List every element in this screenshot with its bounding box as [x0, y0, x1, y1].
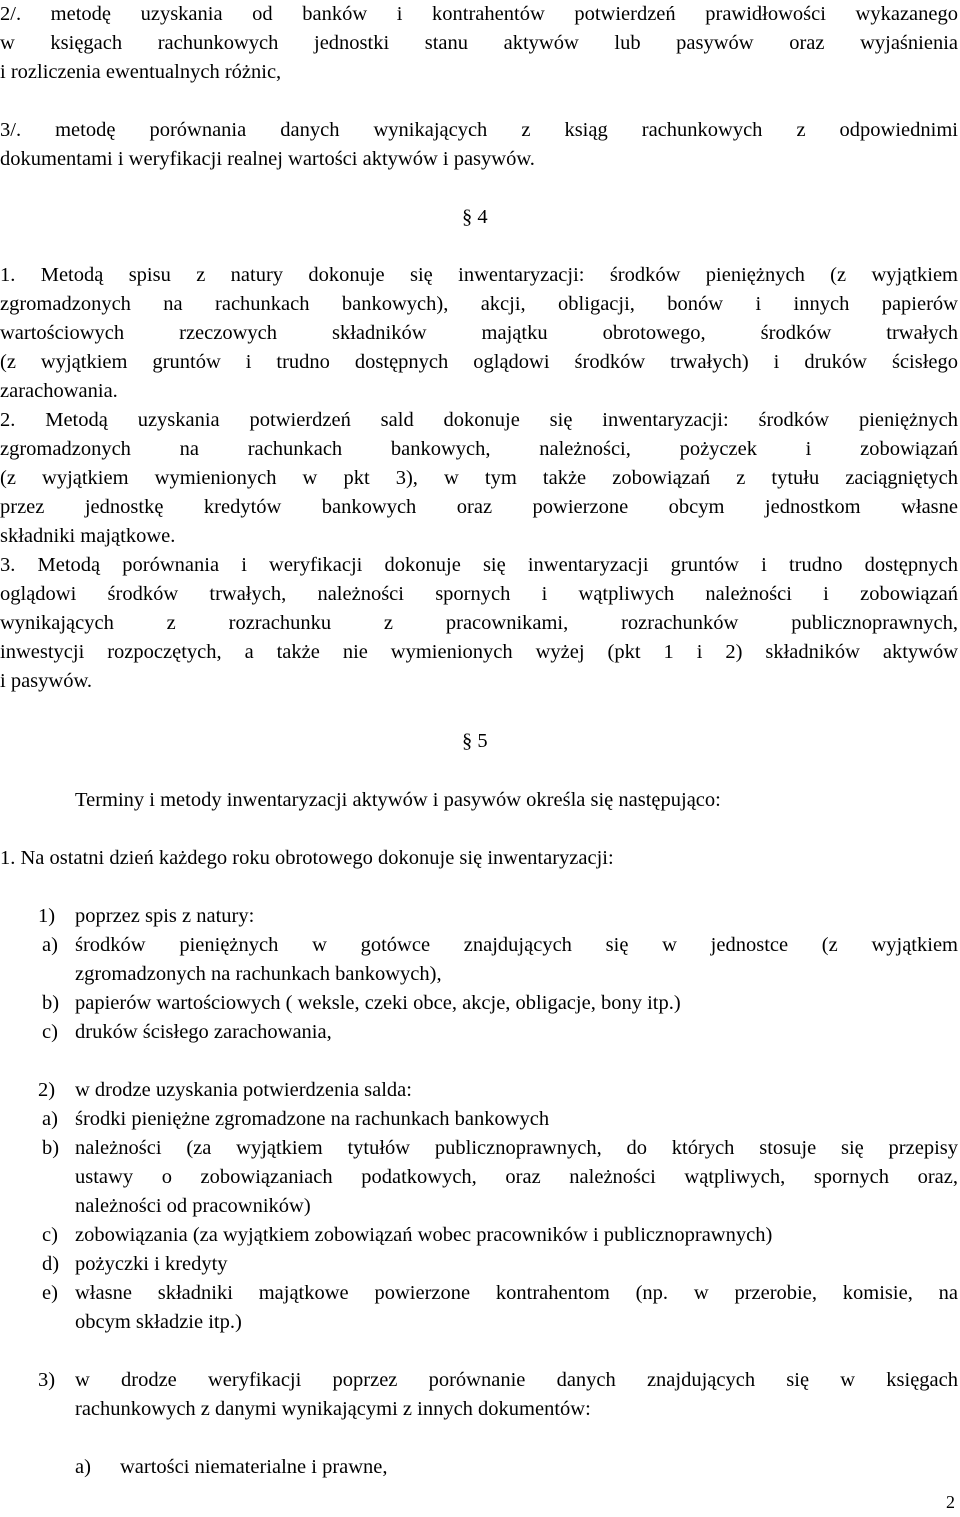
g3-line1: w drodze weryfikacji poprzez porównanie danych znajdujących się w księgach [75, 1369, 958, 1391]
s4-p1-line5: zarachowania. [0, 380, 118, 402]
g3-number: 3) [38, 1369, 56, 1391]
s4-p3-line1: 3. Metodą porównania i weryfikacji dokonuje się inwentaryzacji gruntów i trudno dostępnych [0, 554, 958, 576]
g1-a-label: a) [42, 934, 58, 956]
s4-p1-line1: 1. Metodą spisu z natury dokonuje się inwentaryzacji: środków pieniężnych (z wyjątkiem [0, 264, 958, 286]
g2-e-line1: własne składniki majątkowe powierzone kontrahentom (np. w przerobie, komisie, na [75, 1282, 958, 1304]
g2-title: w drodze uzyskania potwierdzenia salda: [75, 1079, 412, 1101]
g1-a-line2: zgromadzonych na rachunkach bankowych), [75, 963, 442, 985]
g3-line2: rachunkowych z danymi wynikającymi z innych dokumentów: [75, 1398, 591, 1420]
s4-p3-line2: oglądowi środków trwałych, należności spornych i wątpliwych należności i zobowiązań [0, 583, 958, 605]
g2-number: 2) [38, 1079, 56, 1101]
g2-b-line3: należności od pracowników) [75, 1195, 311, 1217]
g2-a-line1: środki pieniężne zgromadzone na rachunkach bankowych [75, 1108, 550, 1130]
s4-p3-line4: inwestycji rozpoczętych, a także nie wymienionych wyżej (pkt 1 i 2) składników aktywów [0, 641, 958, 663]
s4-p3-line5: i pasywów. [0, 670, 93, 692]
intro-item3-line1: 3/. metodę porównania danych wynikających z ksiąg rachunkowych z odpowiednimi [0, 119, 958, 141]
g2-b-line1: należności (za wyjątkiem tytułów publicznoprawnych, do których stosuje się przepisy [75, 1137, 958, 1159]
s4-p2-line3: (z wyjątkiem wymienionych w pkt 3), w tym także zobowiązań z tytułu zaciągniętych [0, 467, 958, 489]
s4-p1-line4: (z wyjątkiem gruntów i trudno dostępnych oglądowi środków trwałych) i druków ścisłego [0, 351, 958, 373]
intro-item3-line2: dokumentami i weryfikacji realnej wartości aktywów i pasywów. [0, 148, 535, 170]
g2-d-line1: pożyczki i kredyty [75, 1253, 228, 1275]
g2-a-label: a) [42, 1108, 58, 1130]
intro-item2-line2: w księgach rachunkowych jednostki stanu aktywów lub pasywów oraz wyjaśnienia [0, 32, 958, 54]
g2-e-label: e) [42, 1282, 58, 1304]
g3-a-label: a) [75, 1456, 91, 1478]
g3-a-line1: wartości niematerialne i prawne, [120, 1456, 388, 1478]
section-4-heading: § 4 [462, 206, 488, 228]
s4-p2-line5: składniki majątkowe. [0, 525, 176, 547]
s4-p1-line3: wartościowych rzeczowych składników majątku obrotowego, środków trwałych [0, 322, 958, 344]
g1-title: poprzez spis z natury: [75, 905, 255, 927]
s4-p2-line2: zgromadzonych na rachunkach bankowych, należności, pożyczek i zobowiązań [0, 438, 958, 460]
g1-c-line1: druków ścisłego zarachowania, [75, 1021, 332, 1043]
intro-item2-line3: i rozliczenia ewentualnych różnic, [0, 61, 282, 83]
g2-b-label: b) [42, 1137, 60, 1159]
g1-number: 1) [38, 905, 56, 927]
g1-b-label: b) [42, 992, 60, 1014]
intro-item2-line1: 2/. metodę uzyskania od banków i kontrahentów potwierdzeń prawidłowości wykazanego [0, 3, 958, 25]
g1-c-label: c) [42, 1021, 58, 1043]
g1-b-line1: papierów wartościowych ( weksle, czeki obce, akcje, obligacje, bony itp.) [75, 992, 681, 1014]
s5-point1: 1. Na ostatni dzień każdego roku obrotowego dokonuje się inwentaryzacji: [0, 847, 614, 869]
g2-c-label: c) [42, 1224, 58, 1246]
s4-p2-line4: przez jednostkę kredytów bankowych oraz powierzone obcym jednostkom własne [0, 496, 958, 518]
g2-e-line2: obcym składzie itp.) [75, 1311, 242, 1333]
s4-p2-line1: 2. Metodą uzyskania potwierdzeń sald dokonuje się inwentaryzacji: środków pieniężnych [0, 409, 958, 431]
g1-a-line1: środków pieniężnych w gotówce znajdujących się w jednostce (z wyjątkiem [75, 934, 958, 956]
s5-intro: Terminy i metody inwentaryzacji aktywów i pasywów określa się następująco: [75, 789, 721, 811]
g2-b-line2: ustawy o zobowiązaniach podatkowych, oraz należności wątpliwych, spornych oraz, [75, 1166, 958, 1188]
page-number: 2 [946, 1492, 955, 1512]
g2-c-line1: zobowiązania (za wyjątkiem zobowiązań wobec pracowników i publicznoprawnych) [75, 1224, 773, 1246]
s4-p3-line3: wynikających z rozrachunku z pracownikami, rozrachunków publicznoprawnych, [0, 612, 958, 634]
g2-d-label: d) [42, 1253, 60, 1275]
section-5-heading: § 5 [462, 730, 488, 752]
s4-p1-line2: zgromadzonych na rachunkach bankowych), akcji, obligacji, bonów i innych papierów [0, 293, 958, 315]
